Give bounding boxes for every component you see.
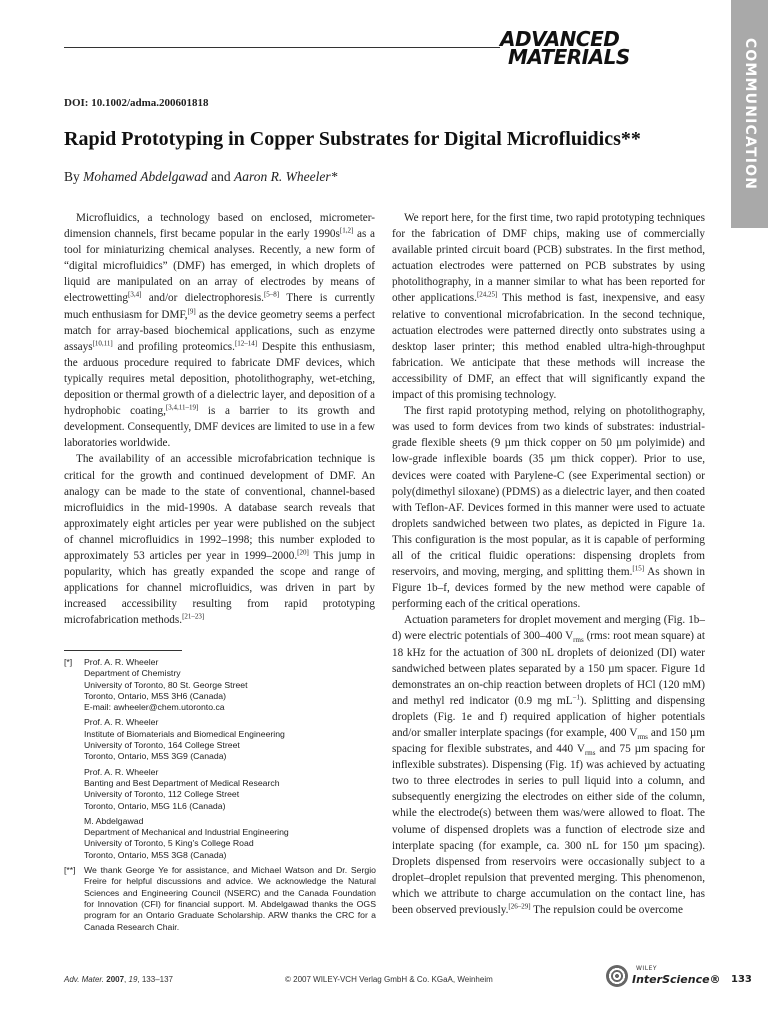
citation: [9] (187, 306, 196, 315)
journal-logo (500, 27, 630, 69)
publisher-logo (606, 963, 721, 986)
paragraph: Actuation parameters for droplet movement and merging (Fig. 1b–d) were electric potentials of 300–400 $V_{rms}$ (rms: root mean square) at 18 kHz for the actuation of 300 nL droplets of deionized (DI) water sandwiched between plates separated by a 150 µm spacer. Figure 1d demonstrates an on-chip reaction between droplets of HCl (120 mM) and methyl red indicator (0.9 mg $mL^{-1}$). Splitting and dispensing droplets (Fig. 1e and f) required application of higher potentials and/or smaller interplate spacings (for example, 400 $V_{rms}$ and 150 µm spacing for flexible substrates, and 440 $V_{rms}$ and 75 µm spacing for inflexible substrates). Dispensing (Fig. 1f) was achieved by actuating two to three electrodes in series to pull liquid into a column, and subsequently energizing the electrodes on either side of the column, while the electrode(s) between them was/were allowed to float. The volume of dispensed droplets was a function of electrode size and interplate spacing (for example, ca. 300 nL for 150 µm spacing). Droplets dispensed from reservoirs were occasionally subject to a droplet–droplet repulsion that prevented merging. This phenomenon, which we attribute to charge accumulation on the contact line, has been observed previously.[26–29] The repulsion could be overcome (392, 614, 705, 917)
citation: [26–29] (508, 902, 531, 911)
footnotes (64, 657, 376, 933)
publisher-name: InterScience® (632, 973, 721, 986)
citation: [21–23] (182, 612, 205, 621)
citation: [5–8] (263, 290, 280, 299)
footer-copyright: © 2007 WILEY-VCH Verlag GmbH & Co. KGaA, Weinheim (285, 975, 493, 984)
section-tab-label: COMMUNICATION (741, 37, 758, 191)
citation: [10,11] (92, 339, 113, 348)
byline (64, 169, 337, 185)
subscript: rms (637, 733, 648, 742)
footnote-acknowledgements (64, 865, 376, 933)
citation: [24,25] (476, 290, 498, 299)
footnote-affiliations (64, 657, 376, 861)
publisher-small: WILEY (636, 965, 658, 972)
journal-logo-line1: ADVANCED (500, 27, 620, 51)
footer-citation: Adv. Mater. 2007, 19, 133–137 (64, 975, 173, 984)
section-tab (731, 0, 768, 228)
affiliation: Prof. A. R. Wheeler Institute of Biomaterials and Biomedical Engineering University of Toronto, 164 College Street Toronto, Ontario, M5S 3G9 (Canada) (84, 717, 285, 762)
citation: [3,4] (128, 290, 142, 299)
paragraph: The availability of an accessible microfabrication technique is critical for the growth and continued development of DMF. An analogy can be made to the state of conventional, channel-based microfluidics in the mid-1990s. A database search reveals that approximately eight articles per year were published on the subject of channel microfluidics in 1992–1998; this number exploded to approximately 53 articles per year in 1999–2000.[20] This jump in popularity, which has greatly expanded the scope and range of applications for channel microfluidics, was driven in part by increased accessibility resulting from rapid prototyping microfabrication methods.[21–23] (64, 453, 376, 627)
footnote-mark: [**] (64, 865, 76, 876)
page-number: 133 (731, 974, 752, 985)
subscript: rms (573, 636, 584, 645)
header-rule (64, 47, 500, 48)
acknowledgements: We thank George Ye for assistance, and Michael Watson and Dr. Sergio Freire for helpful discussions and advice. We acknowledge the Natural Sciences and Engineering Council (NSERC) and the Canada Foundation for Innovation (CFI) for financial support. M. Abdelgawad thanks the OGS program for an Ontario Graduate Scholarship. ARW thanks the CRC for a Canada Research Chair. (84, 865, 376, 932)
affiliation: M. Abdelgawad Department of Mechanical and Industrial Engineering University of Toronto, 5 King’s College Road Toronto, Ontario, M5S 3G8 (Canada) (84, 815, 289, 860)
affiliation: Prof. A. R. Wheeler Department of Chemistry University of Toronto, 80 St. George Street Toronto, Ontario, M5S 3H6 (Canada) E-mail: awheeler@chem.utoronto.ca (84, 657, 248, 713)
interscience-globe-icon (606, 965, 628, 987)
citation: [12–14] (234, 339, 258, 348)
footnote-mark: [*] (64, 657, 73, 667)
column-left (64, 210, 375, 628)
author-1: Mohamed Abdelgawad (83, 169, 208, 184)
citation: [15] (632, 564, 645, 573)
paragraph: The first rapid prototyping method, relying on photolithography, was used to form devices from two kinds of substrates: industrial-grade flexible sheets (9 µm thick copper on 50 µm polyimide) and low-grade inflexible boards (35 µm thick copper). Prior to use, devices were coated with Parylene-C (see Experimental section) or poly(dimethyl siloxane) (PDMS) as a dielectric layer, and then coated with Teflon-AF. Devices formed in this manner were used to actuate droplets sandwiched between two plates, as depicted in Figure 1a. This configuration is the most popular, as it is capable of performing all of the critical fluidic operations: dispensing droplets from reservoirs, and moving, merging, and splitting them.[15] As shown in Figure 1b–f, devices formed by the new method were capable of performing each of the critical operations. (392, 405, 706, 611)
citation: [1,2] (339, 226, 354, 235)
footnote-rule (64, 650, 182, 651)
article-title: Rapid Prototyping in Copper Substrates for Digital Microfluidics** (64, 128, 641, 150)
superscript: −1 (572, 693, 581, 702)
paragraph: Microfluidics, a technology based on enclosed, micrometer-dimension channels, first became popular in the early 1990s[1,2] as a tool for miniaturizing chemical analyses. Recently, a new form of “digital microfluidics” (DMF) has emerged, in which droplets of liquid are manipulated on an array of electrodes by means of electrowetting[3,4] and/or dielectrophoresis.[5–8] There is currently much enthusiasm for DMF,[9] as the device geometry seems a perfect match for array-based biochemical applications, such as enzyme assays[10,11] and profiling proteomics.[12–14] Despite this enthusiasm, the arduous procedure required to fabricate DMF devices, which typically requires metal deposition, photolithography, wet-etching, deposition or thermal growth of a dielectric layer, and deposition of a hydrophobic coating,[3,4,11–19] is a barrier to its growth and development. Consequently, DMF devices are limited to use in a few laboratories worldwide. (64, 212, 376, 450)
byline-by: By (64, 169, 80, 184)
paragraph: We report here, for the first time, two rapid prototyping techniques for the fabrication of DMF chips, making use of commercially available printed circuit board (PCB) substrates. In the first method, actuation electrodes were patterned on PCB substrates by using photolithography, in a manner similar to what has been reported for other applications.[24,25] This method is fast, inexpensive, and easy relative to conventional microfabrication. In the second technique, actuation electrodes were patterned directly onto substrates using a desktop laser printer; this method enabled ultra-high-throughput fabrication. We anticipate that these methods will increase the accessibility of DMF, an effect that will significantly expand the impact of this promising technology. (392, 212, 706, 402)
byline-and: and (211, 169, 231, 184)
citation: [3,4,11–19] (165, 403, 199, 412)
column-right (392, 210, 705, 918)
citation: [20] (297, 548, 309, 557)
journal-logo-line2: MATERIALS (508, 45, 630, 69)
subscript: rms (584, 749, 596, 758)
affiliation: Prof. A. R. Wheeler Banting and Best Department of Medical Research University of Toronto, 112 College Street Toronto, Ontario, M5G 1L6 (Canada) (84, 766, 280, 811)
author-2: Aaron R. Wheeler* (234, 169, 338, 184)
doi: DOI: 10.1002/adma.200601818 (64, 97, 209, 109)
